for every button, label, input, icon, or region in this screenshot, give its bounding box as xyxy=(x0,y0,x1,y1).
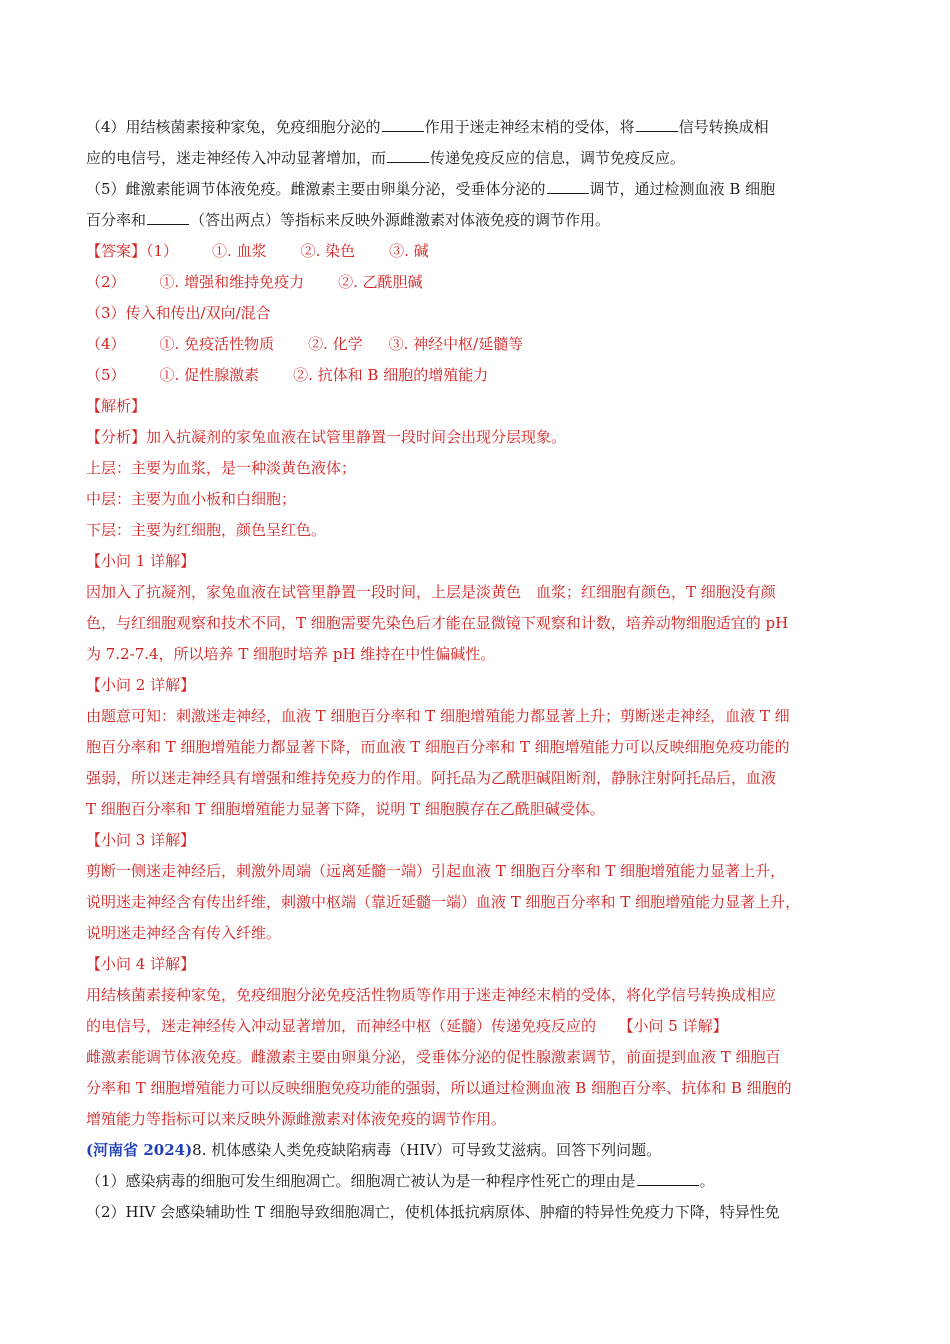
question-5-line-2: 百分率和 （答出两点）等指标来反映外源雌激素对体液免疫的调节作用。 xyxy=(86,211,611,229)
sub-question-1-title: 【小问 1 详解】 xyxy=(86,552,196,570)
question-source: (河南省 2024) xyxy=(86,1141,193,1159)
sub-question-2-text: 由题意可知：刺激迷走神经，血液 T 细胞百分率和 T 细胞增殖能力都显著上升；剪断迷走神经，血液 T 细 xyxy=(86,707,790,725)
answer-blank[interactable] xyxy=(382,117,424,132)
sub-question-3-title: 【小问 3 详解】 xyxy=(86,831,196,849)
document-page xyxy=(86,112,876,1228)
sub-question-2-title: 【小问 2 详解】 xyxy=(86,676,196,694)
answer-blank[interactable] xyxy=(147,210,189,225)
sub-question-4-text: 的电信号，迷走神经传入冲动显著增加，而神经中枢（延髓）传递免疫反应的 【小问 5 详解】 xyxy=(86,1017,728,1035)
sub-question-1-text: 因加入了抗凝剂，家兔血液在试管里静置一段时间，上层是淡黄色 血浆；红细胞有颜色，T 细胞没有颜 xyxy=(86,583,776,601)
question-8-part-1: （1）感染病毒的细胞可发生细胞凋亡。细胞凋亡被认为是一种程序性死亡的理由是 。 xyxy=(86,1172,715,1190)
analysis-summary: 【分析】加入抗凝剂的家兔血液在试管里静置一段时间会出现分层现象。 xyxy=(86,428,567,446)
analysis-upper-layer: 上层：主要为血浆，是一种淡黄色液体； xyxy=(86,459,357,477)
sub-question-1-text: 为 7.2-7.4，所以培养 T 细胞时培养 pH 维持在中性偏碱性。 xyxy=(86,645,496,663)
sub-question-5-text: 雌激素能调节体液免疫。雌激素主要由卵巢分泌，受垂体分泌的促性腺激素调节，前面提到血液 T 细胞百 xyxy=(86,1048,781,1066)
analysis-lower-layer: 下层：主要为红细胞，颜色呈红色。 xyxy=(86,521,327,539)
analysis-title: 【解析】 xyxy=(86,397,147,415)
sub-question-5-text: 分率和 T 细胞增殖能力可以反映细胞免疫功能的强弱，所以通过检测血液 B 细胞百分率、抗体和 B 细胞的 xyxy=(86,1079,792,1097)
answer-2: （2） ①. 增强和维持免疫力 ②. 乙酰胆碱 xyxy=(86,273,423,291)
analysis-middle-layer: 中层：主要为血小板和白细胞； xyxy=(86,490,297,508)
question-8-stem: (河南省 2024)8. 机体感染人类免疫缺陷病毒（HIV）可导致艾滋病。回答下列问题。 xyxy=(86,1141,662,1159)
sub-question-4-text: 用结核菌素接种家兔，免疫细胞分泌免疫活性物质等作用于迷走神经末梢的受体，将化学信号转换成相应 xyxy=(86,986,777,1004)
question-5-line-1: （5）雌激素能调节体液免疫。雌激素主要由卵巢分泌，受垂体分泌的 调节，通过检测血液 B 细胞 xyxy=(86,180,776,198)
sub-question-5-text: 增殖能力等指标可以来反映外源雌激素对体液免疫的调节作用。 xyxy=(86,1110,507,1128)
answer-blank[interactable] xyxy=(636,117,678,132)
answer-4: （4） ①. 免疫活性物质 ②. 化学 ③. 神经中枢/延髓等 xyxy=(86,335,524,353)
answer-blank[interactable] xyxy=(387,148,429,163)
question-4-line-2: 应的电信号，迷走神经传入冲动显著增加，而 传递免疫反应的信息，调节免疫反应。 xyxy=(86,149,686,167)
answer-blank[interactable] xyxy=(637,1171,699,1186)
sub-question-2-text: 胞百分率和 T 细胞增殖能力都显著下降，而血液 T 细胞百分率和 T 细胞增殖能力可以反映细胞免疫功能的 xyxy=(86,738,790,756)
sub-question-3-text: 剪断一侧迷走神经后，刺激外周端（远离延髓一端）引起血液 T 细胞百分率和 T 细胞增殖能力显著上升， xyxy=(86,862,786,880)
sub-question-3-text: 说明迷走神经含有传入纤维。 xyxy=(86,924,282,942)
sub-question-2-text: 强弱，所以迷走神经具有增强和维持免疫力的作用。阿托品为乙酰胆碱阻断剂，静脉注射阿托品后，血液 xyxy=(86,769,777,787)
sub-question-1-text: 色，与红细胞观察和技术不同，T 细胞需要先染色后才能在显微镜下观察和计数，培养动物细胞适宜的 pH xyxy=(86,614,789,632)
answer-1: 【答案】（1） ①. 血浆 ②. 染色 ③. 碱 xyxy=(86,242,429,260)
question-8-part-2: （2）HIV 会感染辅助性 T 细胞导致细胞凋亡，使机体抵抗病原体、肿瘤的特异性免疫力下降，特异性免 xyxy=(86,1203,780,1221)
sub-question-2-text: T 细胞百分率和 T 细胞增殖能力显著下降，说明 T 细胞膜存在乙酰胆碱受体。 xyxy=(86,800,605,818)
question-4-line-1: （4）用结核菌素接种家兔，免疫细胞分泌的 作用于迷走神经末梢的受体，将 信号转换成相 xyxy=(86,118,769,136)
answer-blank[interactable] xyxy=(547,179,589,194)
sub-question-4-title: 【小问 4 详解】 xyxy=(86,955,196,973)
answer-5: （5） ①. 促性腺激素 ②. 抗体和 B 细胞的增殖能力 xyxy=(86,366,489,384)
sub-question-3-text: 说明迷走神经含有传出纤维，刺激中枢端（靠近延髓一端）血液 T 细胞百分率和 T 细胞增殖能力显著上升， xyxy=(86,893,801,911)
answer-3: （3）传入和传出/双向/混合 xyxy=(86,304,271,322)
